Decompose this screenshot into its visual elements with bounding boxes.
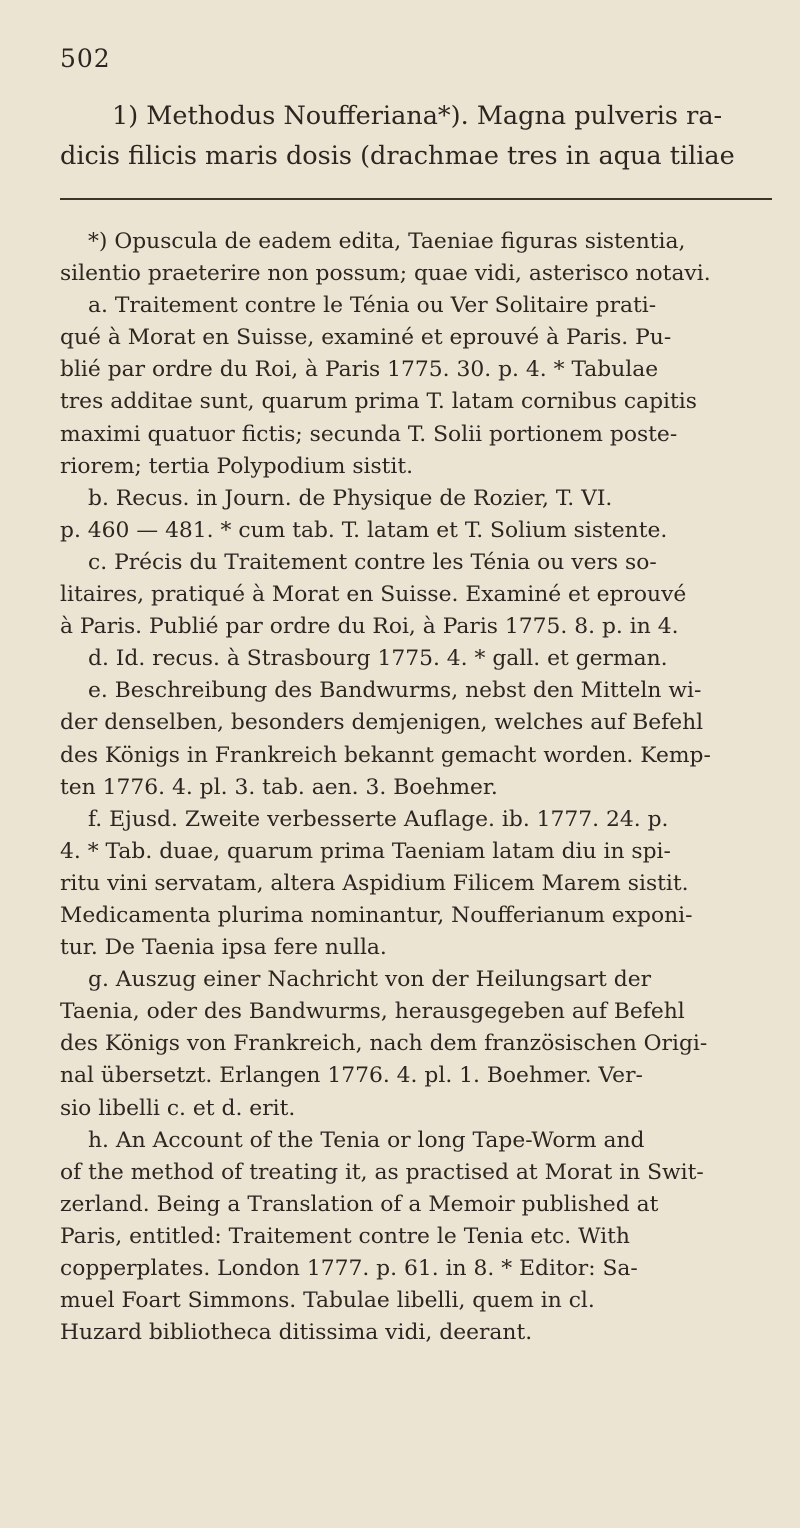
footnote-line: des Königs in Frankreich bekannt gemacht worden. Kemp-: [60, 742, 711, 768]
footnote-line: maximi quatuor fictis; secunda T. Solii portionem poste-: [60, 421, 678, 447]
footnote-line: nal übersetzt. Erlangen 1776. 4. pl. 1. Boehmer. Ver-: [60, 1063, 643, 1089]
page-number: 502: [60, 44, 111, 73]
footnote-line: muel Foart Simmons. Tabulae libelli, quem in cl.: [60, 1288, 595, 1314]
footnote-divider: [60, 198, 772, 200]
footnote-line: Medicamenta plurima nominantur, Noufferianum exponi-: [60, 902, 693, 928]
footnote-line: copperplates. London 1777. p. 61. in 8. * Editor: Sa-: [60, 1256, 638, 1281]
footnote-line: tur. De Taenia ipsa fere nulla.: [60, 935, 387, 961]
footnote-line: Taenia, oder des Bandwurms, herausgegeben auf Befehl: [60, 999, 685, 1025]
footnote-line: ten 1776. 4. pl. 3. tab. aen. 3. Boehmer.: [60, 774, 498, 800]
footnote-line: *) Opuscula de eadem edita, Taeniae figuras sistentia,: [88, 229, 686, 254]
footnote-line: des Königs von Frankreich, nach dem französischen Origi-: [60, 1031, 708, 1057]
footnote-line: g. Auszug einer Nachricht von der Heilungsart der: [88, 967, 652, 993]
footnote-line: f. Ejusd. Zweite verbesserte Auflage. ib. 1777. 24. p.: [88, 806, 669, 832]
footnote-line: a. Traitement contre le Ténia ou Ver Solitaire prati-: [88, 293, 657, 319]
footnote-line: qué à Morat en Suisse, examiné et eprouvé à Paris. Pu-: [60, 325, 672, 351]
footnote-line: tres additae sunt, quarum prima T. latam cornibus capitis: [60, 389, 697, 415]
footnote-line: d. Id. recus. à Strasbourg 1775. 4. * gall. et german.: [88, 646, 668, 672]
footnote-line: litaires, pratiqué à Morat en Suisse. Examiné et eprouvé: [60, 582, 687, 608]
footnote-line: of the method of treating it, as practised at Morat in Swit-: [60, 1159, 704, 1185]
footnote-line: h. An Account of the Tenia or long Tape-Worm and: [88, 1127, 645, 1153]
footnote-line: b. Recus. in Journ. de Physique de Rozier, T. VI.: [88, 485, 613, 511]
main-text-line: 1) Methodus Noufferiana*). Magna pulveris ra-: [112, 101, 723, 131]
footnote-line: e. Beschreibung des Bandwurms, nebst den Mitteln wi-: [88, 678, 702, 704]
main-text: [60, 96, 780, 176]
footnote-line: à Paris. Publié par ordre du Roi, à Paris 1775. 8. p. in 4.: [60, 614, 679, 640]
main-text-line: dicis filicis maris dosis (drachmae tres in aqua tiliae: [60, 141, 735, 171]
footnote: [60, 226, 780, 1349]
footnote-line: sio libelli c. et d. erit.: [60, 1095, 296, 1121]
footnote-line: zerland. Being a Translation of a Memoir published at: [60, 1191, 659, 1217]
footnote-line: der denselben, besonders demjenigen, welches auf Befehl: [60, 710, 704, 736]
footnote-line: 4. * Tab. duae, quarum prima Taeniam latam diu in spi-: [60, 838, 671, 864]
footnote-line: p. 460 — 481. * cum tab. T. latam et T. Solium sistente.: [60, 517, 668, 543]
footnote-line: c. Précis du Traitement contre les Ténia ou vers so-: [88, 549, 657, 575]
footnote-line: blié par ordre du Roi, à Paris 1775. 30. p. 4. * Tabulae: [60, 357, 659, 383]
footnote-line: Paris, entitled: Traitement contre le Tenia etc. With: [60, 1223, 630, 1249]
footnote-line: Huzard bibliotheca ditissima vidi, deerant.: [60, 1320, 533, 1346]
footnote-line: riorem; tertia Polypodium sistit.: [60, 453, 414, 479]
footnote-line: silentio praeterire non possum; quae vidi, asterisco notavi.: [60, 261, 711, 287]
footnote-line: ritu vini servatam, altera Aspidium Filicem Marem sistit.: [60, 870, 689, 896]
